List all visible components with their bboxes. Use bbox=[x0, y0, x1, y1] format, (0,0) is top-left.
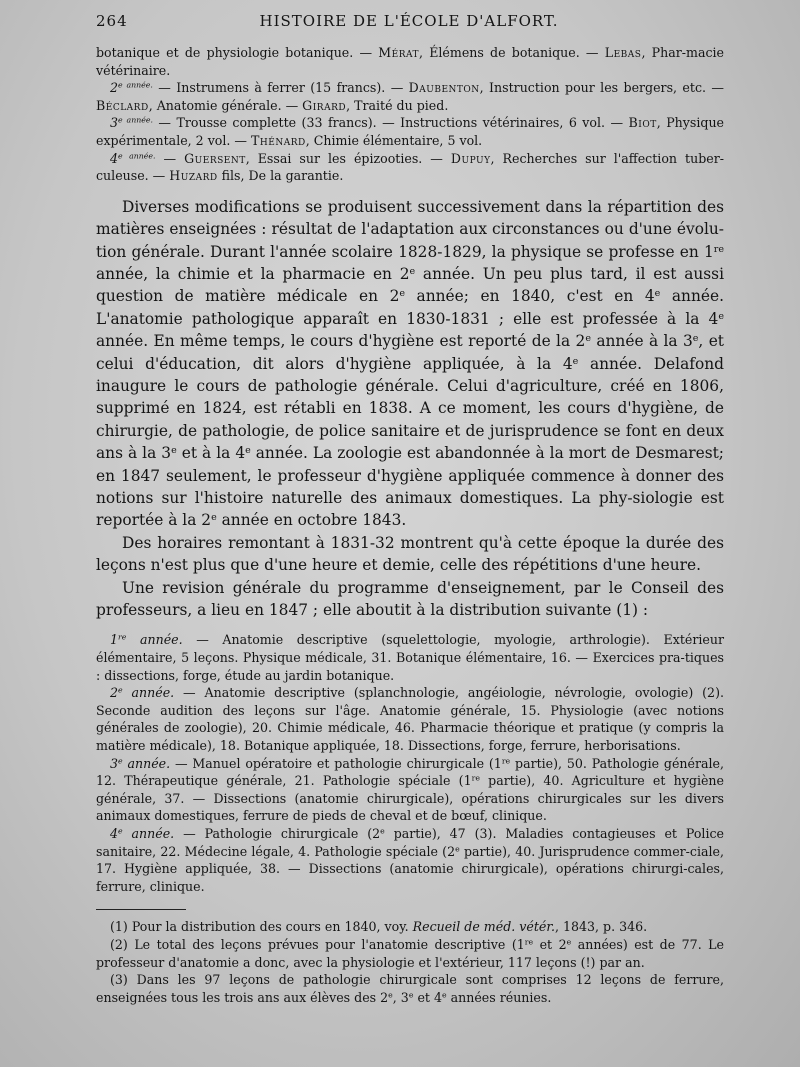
text-run: (1) Pour la distribution des cours en 1840, voy. bbox=[110, 919, 413, 935]
footnote-divider bbox=[96, 909, 186, 910]
text-run: re bbox=[501, 756, 511, 766]
text-run: années réunies. bbox=[446, 989, 552, 1005]
text-run: et à la 4 bbox=[176, 444, 246, 463]
booklist-line: $2^{e année.}$ — Instrumens à ferrer (15 francs). — Daubenton, Instruction pour les bergers, etc. — Béclard, Anatomie générale. — Girard, Traité du pied. bbox=[96, 80, 724, 113]
text-run: , 3 bbox=[392, 989, 409, 1005]
text-run: e bbox=[654, 288, 661, 300]
text-run: , et celui d'éducation, dit alors d'hygiène appliquée, à la 4 bbox=[96, 332, 724, 373]
text-run: re bbox=[471, 773, 480, 783]
text-run: Béclard bbox=[96, 97, 149, 113]
text-run: Girard bbox=[302, 97, 347, 113]
text-run: e bbox=[399, 288, 405, 300]
text-run: et 4 bbox=[413, 989, 442, 1005]
text-run: année. Un peu plus tard, il est aussi question de matière médicale en 2 bbox=[96, 264, 724, 306]
text-run: , Recherches sur l'affection tuber-culeuse. — bbox=[96, 150, 724, 184]
text-run: e bbox=[572, 355, 579, 367]
programme-year: 1re année. — Anatomie descriptive (squelettologie, myologie, arthrologie). Extérieur élémentaire, 5 leçons. Physique médicale, 31. Botanique élémentaire, 16. — Exercices pra-tiques : dissections, forge, étude au jardin botanique. bbox=[96, 632, 724, 683]
text-run: année à la 3 bbox=[590, 332, 693, 351]
text-run: — Manuel opératoire et pathologie chirurgicale (1 bbox=[170, 755, 502, 771]
page-number: 264 bbox=[96, 12, 128, 30]
text-run: , Essai sur les épizooties. — bbox=[245, 150, 451, 166]
body-text bbox=[96, 196, 724, 622]
footnote bbox=[96, 918, 724, 936]
booklist-line: $3^{e année.}$ — Trousse complette (33 francs). — Instructions vétérinaires, 6 vol. — Biot, Physique expérimentale, 2 vol. — Thénard, Chimie élémentaire, 5 vol. bbox=[96, 115, 725, 148]
text-run: partie), 40. Jurisprudence commer-ciale, 17. Hygiène appliquée, 38. — Dissections (anatomie chirurgicale), opérations chirurgi-cales, ferrure, clinique. bbox=[96, 843, 725, 894]
text-run: e bbox=[441, 990, 447, 1000]
text-run: e bbox=[211, 512, 217, 524]
footnotes bbox=[96, 918, 724, 1006]
text-run: Des horaires remontant à 1831-32 montrent qu'à cette époque la durée des leçons n'est plus que d'une heure et demie, celle des répétitions d'une heure. bbox=[96, 533, 724, 575]
text-run: — Trousse complette (33 francs). — Instructions vétérinaires, 6 vol. — bbox=[152, 115, 629, 131]
text-run: année. La zoologie est abandonnée à la mort de Desmarest; en 1847 seulement, le professeur d'hygiène appliquée commence à donner des notions sur l'histoire naturelle des animaux domestiques. La phy-siologie est reportée à la 2 bbox=[96, 444, 724, 530]
text-run: et 2 bbox=[533, 936, 567, 952]
programme-year: 2e année. — Anatomie descriptive (splanchnologie, angéiologie, névrologie, ovologie) (2). Seconde audition des leçons sur l'âge. Anatomie générale, 15. Physiologie (avec notions générales de zoologie), 20. Chimie médicale, 46. Pharmacie théorique et pratique (y compris la matière médicale), 18. Botanique appliquée, 18. Dissections, forge, ferrure, herborisations. bbox=[96, 685, 724, 754]
text-run: botanique et de physiologie botanique. — bbox=[96, 45, 379, 60]
text-run: années) est de 77. Le professeur d'anatomie a donc, avec la physiologie et l'extérieur, 117 leçons (!) par an. bbox=[96, 936, 724, 970]
text-run: Huzard bbox=[169, 168, 218, 184]
body-paragraph bbox=[96, 532, 724, 577]
running-title: HISTOIRE DE L'ÉCOLE D'ALFORT. bbox=[259, 12, 559, 30]
text-run: (2) Le total des leçons prévues pour l'anatomie descriptive (1 bbox=[110, 936, 525, 952]
text-run: Une revision générale du programme d'enseignement, par le Conseil des professeurs, a lieu en 1847 ; elle aboutit à la distribution suivante (1) : bbox=[96, 578, 724, 620]
text-run: fils, De la garantie. bbox=[217, 168, 344, 184]
booklist-line bbox=[96, 44, 724, 79]
footnote bbox=[96, 971, 724, 1006]
booklist-section bbox=[96, 44, 724, 185]
text-run: , 1843, p. 346. bbox=[554, 919, 648, 935]
text-run: , Traité du pied. bbox=[346, 97, 449, 113]
text-run: année; en 1840, c'est en 4 bbox=[405, 287, 655, 306]
text-run: Daubenton bbox=[408, 80, 480, 96]
text-run: re bbox=[713, 243, 724, 255]
text-run: année. L'anatomie pathologique apparaît en 1830-1831 ; elle est professée à la 4 bbox=[96, 287, 724, 328]
text-run: Diverses modifications se produisent successivement dans la répartition des matières enseignées : résultat de l'adaptation aux circonstances ou d'une évolution générale. Durant l'année scolaire 1828-1829, la physique se professe en 1 bbox=[96, 197, 724, 261]
text-run: re bbox=[524, 937, 534, 947]
text-run: — Anatomie descriptive (splanchnologie, angéiologie, névrologie, ovologie) (2). Seconde audition des leçons sur l'âge. Anatomie générale, 15. Physiologie (avec notions générales de zoologie), 20. Chimie médicale, 46. Pharmacie théorique et pratique (y compris la matière médicale), 18. Botanique appliquée, 18. Dissections, forge, ferrure, herborisations. bbox=[96, 685, 724, 754]
text-run: , Élémens de botanique. — bbox=[419, 45, 605, 60]
text-run: e bbox=[585, 332, 591, 344]
text-run: — Anatomie descriptive (squelettologie, myologie, arthrologie). Extérieur élémentaire, 5 leçons. Physique médicale, 31. Botanique élémentaire, 16. — Exercices pra-tiques : dissections, forge, étude au jardin botanique. bbox=[96, 632, 724, 683]
text-run: e bbox=[388, 990, 393, 1000]
text-run: partie), 50. Pathologie générale, 12. Thérapeutique générale, 21. Pathologie spéciale (1 bbox=[96, 755, 724, 789]
text-run: Mérat bbox=[378, 45, 420, 60]
text-run: partie), 40. Agriculture et hygiène générale, 37. — Dissections (anatomie chirurgicale), opérations chirurgicales sur les divers animaux domestiques, ferrure de pieds de cheval et de bœuf, clinique. bbox=[96, 773, 724, 824]
programme-year: 3e année. — Manuel opératoire et pathologie chirurgicale (1re partie), 50. Pathologie générale, 12. Thérapeutique générale, 21. Pathologie spéciale (1re partie), 40. Agriculture et hygiène générale, 37. — Dissections (anatomie chirurgicale), opérations chirurgicales sur les divers animaux domestiques, ferrure de pieds de cheval et de bœuf, clinique. bbox=[96, 755, 724, 824]
text-run: (3) Dans les 97 leçons de pathologie chirurgicale sont comprises 12 leçons de ferrure, enseignées tous les trois ans aux élèves des 2 bbox=[96, 972, 724, 1005]
programme-year: 4e année. — Pathologie chirurgicale (2e partie), 47 (3). Maladies contagieuses et Police sanitaire, 22. Médecine légale, 4. Pathologie spéciale (2e partie), 40. Jurisprudence commer-ciale, 17. Hygiène appliquée, 38. — Dissections (anatomie chirurgicale), opérations chirurgi-cales, ferrure, clinique. bbox=[96, 826, 725, 894]
text-run: — Instrumens à ferrer (15 francs). — bbox=[152, 80, 409, 96]
text-run: , Instruction pour les bergers, etc. — bbox=[479, 80, 724, 96]
text-run: année en octobre 1843. bbox=[216, 511, 407, 530]
text-run: — bbox=[155, 150, 185, 166]
text-run: année. En même temps, le cours d'hygiène est reporté de la 2 bbox=[96, 332, 586, 351]
text-run: Biot bbox=[628, 115, 657, 131]
text-run: , Anatomie générale. — bbox=[148, 97, 303, 113]
running-header bbox=[96, 12, 722, 34]
footnote bbox=[96, 936, 724, 971]
text-run: e bbox=[408, 990, 414, 1000]
text-run: — Pathologie chirurgicale (2 bbox=[174, 826, 381, 841]
text-run: Recueil de méd. vétér. bbox=[412, 919, 555, 935]
text-run: , Chimie élémentaire, 5 vol. bbox=[305, 132, 483, 148]
text-run: e bbox=[380, 826, 385, 836]
text-run: Dupuy bbox=[450, 150, 491, 166]
text-run: , Physique expérimentale, 2 vol. — bbox=[96, 115, 725, 148]
text-run: partie), 47 (3). Maladies contagieuses et Police sanitaire, 22. Médecine légale, 4. Pathologie spéciale (2 bbox=[96, 826, 724, 859]
text-run: e bbox=[245, 444, 251, 456]
body-paragraph bbox=[96, 196, 724, 532]
text-run: e bbox=[455, 844, 460, 854]
text-run: e bbox=[566, 937, 572, 947]
text-run: Lebas bbox=[604, 45, 642, 60]
text-run: Guersent bbox=[184, 150, 246, 166]
booklist-line: $4^{e année.}$ — Guersent, Essai sur les épizooties. — Dupuy, Recherches sur l'affection tuber-culeuse. — Huzard fils, De la garantie. bbox=[96, 150, 724, 184]
text-run: e bbox=[409, 265, 416, 277]
page-content bbox=[96, 44, 724, 1006]
programme-list bbox=[96, 631, 724, 895]
text-run: e bbox=[692, 332, 699, 344]
text-run: Thénard bbox=[251, 132, 306, 148]
text-run: année. Delafond inaugure le cours de pathologie générale. Celui d'agriculture, créé en 1806, supprimé en 1824, est rétabli en 1838. A ce moment, les cours d'hygiène, de chirurgie, de pathologie, de police sanitaire et de jurisprudence se font en deux ans à la 3 bbox=[96, 354, 724, 463]
body-paragraph bbox=[96, 577, 724, 622]
text-run: e bbox=[171, 444, 177, 456]
text-run: année, la chimie et la pharmacie en 2 bbox=[96, 264, 410, 283]
text-run: , Phar-macie vétérinaire. bbox=[96, 45, 724, 78]
text-run: e bbox=[718, 310, 724, 322]
